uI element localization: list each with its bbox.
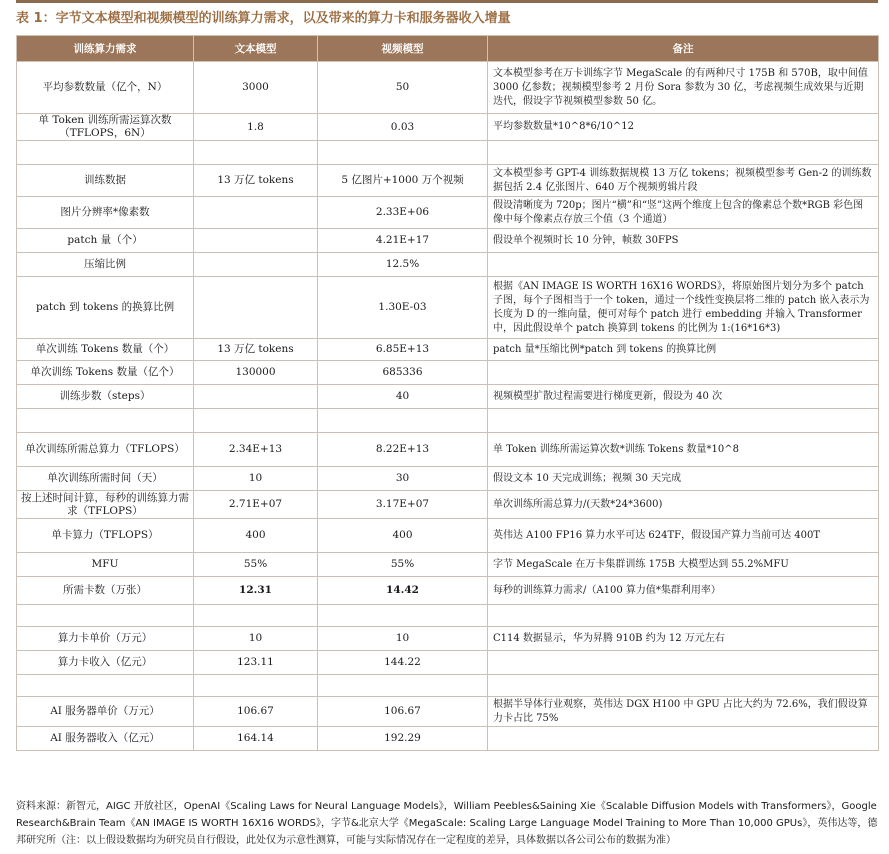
row-label: 单次训练 Tokens 数量（亿个） xyxy=(17,361,194,385)
row-note: 文本模型参考在万卡训练字节 MegaScale 的有两种尺寸 175B 和 570B，取中间值 3000 亿参数；视频模型参考 2 月份 Sora 参数为 30 亿，考虑视频生成效果与近期迭代，假设字节视频模型参数 50 亿。 xyxy=(488,62,879,114)
text-model-value: 164.14 xyxy=(194,727,318,751)
table-row xyxy=(17,62,879,114)
video-model-value xyxy=(318,605,488,627)
video-model-value: 685336 xyxy=(318,361,488,385)
row-note: 文本模型参考 GPT-4 训练数据规模 13 万亿 tokens；视频模型参考 Gen-2 的训练数据包括 2.4 亿张图片、640 万个视频剪辑片段 xyxy=(488,165,879,197)
table-row xyxy=(17,491,879,519)
row-note: 根据半导体行业观察，英伟达 DGX H100 中 GPU 占比大约为 72.6%，我们假设算力卡占比 75% xyxy=(488,697,879,727)
header-video-model: 视频模型 xyxy=(318,36,488,62)
row-note xyxy=(488,409,879,433)
top-rule xyxy=(16,0,878,3)
table-row xyxy=(17,277,879,339)
row-label: 压缩比例 xyxy=(17,253,194,277)
video-model-value: 40 xyxy=(318,385,488,409)
row-note: 视频模型扩散过程需要进行梯度更新，假设为 40 次 xyxy=(488,385,879,409)
text-model-value: 10 xyxy=(194,467,318,491)
video-model-value: 5 亿图片+1000 万个视频 xyxy=(318,165,488,197)
video-model-value xyxy=(318,409,488,433)
row-note: C114 数据显示，华为昇腾 910B 约为 12 万元左右 xyxy=(488,627,879,651)
text-model-value xyxy=(194,277,318,339)
row-label: 算力卡单价（万元） xyxy=(17,627,194,651)
row-label: 按上述时间计算，每秒的训练算力需求（TFLOPS） xyxy=(17,491,194,519)
video-model-value xyxy=(318,675,488,697)
video-model-value: 2.33E+06 xyxy=(318,197,488,229)
row-note xyxy=(488,675,879,697)
row-label: 算力卡收入（亿元） xyxy=(17,651,194,675)
table-row xyxy=(17,727,879,751)
table-row xyxy=(17,253,879,277)
table-row xyxy=(17,385,879,409)
video-model-value xyxy=(318,141,488,165)
row-label: AI 服务器收入（亿元） xyxy=(17,727,194,751)
text-model-value: 1.8 xyxy=(194,114,318,141)
table-title: 表 1：字节文本模型和视频模型的训练算力需求，以及带来的算力卡和服务器收入增量 xyxy=(16,11,511,26)
text-model-value xyxy=(194,385,318,409)
row-label: AI 服务器单价（万元） xyxy=(17,697,194,727)
video-model-value: 14.42 xyxy=(318,577,488,605)
table-row xyxy=(17,197,879,229)
row-label xyxy=(17,675,194,697)
row-note xyxy=(488,253,879,277)
text-model-value: 2.34E+13 xyxy=(194,433,318,467)
row-note: 每秒的训练算力需求/（A100 算力值*集群利用率） xyxy=(488,577,879,605)
text-model-value xyxy=(194,253,318,277)
video-model-value: 55% xyxy=(318,553,488,577)
text-model-value: 400 xyxy=(194,519,318,553)
table-row xyxy=(17,605,879,627)
video-model-value: 50 xyxy=(318,62,488,114)
table-row xyxy=(17,627,879,651)
text-model-value: 12.31 xyxy=(194,577,318,605)
video-model-value: 106.67 xyxy=(318,697,488,727)
row-label: 训练步数（steps） xyxy=(17,385,194,409)
video-model-value: 400 xyxy=(318,519,488,553)
text-model-value xyxy=(194,605,318,627)
row-note: 字节 MegaScale 在万卡集群训练 175B 大模型达到 55.2%MFU xyxy=(488,553,879,577)
row-note xyxy=(488,361,879,385)
table-row xyxy=(17,675,879,697)
text-model-value xyxy=(194,409,318,433)
video-model-value: 30 xyxy=(318,467,488,491)
row-note: 假设单个视频时长 10 分钟，帧数 30FPS xyxy=(488,229,879,253)
row-label: patch 到 tokens 的换算比例 xyxy=(17,277,194,339)
text-model-value: 13 万亿 tokens xyxy=(194,165,318,197)
table-row xyxy=(17,697,879,727)
video-model-value: 8.22E+13 xyxy=(318,433,488,467)
text-model-value: 130000 xyxy=(194,361,318,385)
row-label: 图片分辨率*像素数 xyxy=(17,197,194,229)
row-note: 根据《AN IMAGE IS WORTH 16X16 WORDS》，将原始图片划分为多个 patch 子图，每个子图相当于一个 token，通过一个线性变换层将二维的 patch 嵌入表示为长度为 D 的一维向量，便可对每个 patch 进行 embedding 并输入 Transformer 中，因此假设单个 patch 换算到 tokens 的比例为 1:(16*16*3) xyxy=(488,277,879,339)
table-body xyxy=(17,62,879,751)
row-label: 所需卡数（万张） xyxy=(17,577,194,605)
table-row xyxy=(17,229,879,253)
table-header-row xyxy=(17,36,879,62)
table-row xyxy=(17,361,879,385)
row-note xyxy=(488,651,879,675)
row-note: 平均参数数量*10^8*6/10^12 xyxy=(488,114,879,141)
row-label: 单卡算力（TFLOPS） xyxy=(17,519,194,553)
video-model-value: 0.03 xyxy=(318,114,488,141)
row-note xyxy=(488,727,879,751)
video-model-value: 6.85E+13 xyxy=(318,339,488,361)
table-row xyxy=(17,553,879,577)
header-requirement: 训练算力需求 xyxy=(17,36,194,62)
row-label xyxy=(17,605,194,627)
table-row xyxy=(17,467,879,491)
source-note: 资料来源：新智元，AIGC 开放社区，OpenAI《Scaling Laws for Neural Language Models》，William Peebles&Saining Xie《Scalable Diffusion Models with Transformers》，Google Research&Brain Team《AN IMAGE IS WORTH 16X16 WORDS》，字节&北京大学《MegaScale: Scaling Large Language Model Training to More Than 10,000 GPUs》，英伟达等，德邦研究所（注：以上假设数据均为研究员自行假设，此处仅为示意性测算，可能与实际情况存在一定程度的差异，具体数据以各公司公布的数据为准） xyxy=(16,801,878,846)
text-model-value xyxy=(194,675,318,697)
text-model-value: 123.11 xyxy=(194,651,318,675)
text-model-value: 55% xyxy=(194,553,318,577)
video-model-value: 144.22 xyxy=(318,651,488,675)
row-note: 单 Token 训练所需运算次数*训练 Tokens 数量*10^8 xyxy=(488,433,879,467)
text-model-value: 2.71E+07 xyxy=(194,491,318,519)
video-model-value: 3.17E+07 xyxy=(318,491,488,519)
table-row xyxy=(17,651,879,675)
row-note xyxy=(488,141,879,165)
header-notes: 备注 xyxy=(488,36,879,62)
table-row xyxy=(17,165,879,197)
text-model-value: 10 xyxy=(194,627,318,651)
row-label: patch 量（个） xyxy=(17,229,194,253)
row-note: 假设文本 10 天完成训练；视频 30 天完成 xyxy=(488,467,879,491)
table-row xyxy=(17,577,879,605)
row-note: patch 量*压缩比例*patch 到 tokens 的换算比例 xyxy=(488,339,879,361)
table-row xyxy=(17,433,879,467)
text-model-value xyxy=(194,197,318,229)
row-note xyxy=(488,605,879,627)
text-model-value xyxy=(194,141,318,165)
compute-demand-table xyxy=(16,35,879,751)
row-label: 单次训练所需时间（天） xyxy=(17,467,194,491)
video-model-value: 12.5% xyxy=(318,253,488,277)
text-model-value: 106.67 xyxy=(194,697,318,727)
row-label: MFU xyxy=(17,553,194,577)
row-label: 单次训练 Tokens 数量（个） xyxy=(17,339,194,361)
row-note: 单次训练所需总算力/(天数*24*3600) xyxy=(488,491,879,519)
header-text-model: 文本模型 xyxy=(194,36,318,62)
video-model-value: 192.29 xyxy=(318,727,488,751)
row-label xyxy=(17,141,194,165)
table-row xyxy=(17,141,879,165)
table-row xyxy=(17,519,879,553)
table-row xyxy=(17,114,879,141)
text-model-value xyxy=(194,229,318,253)
table-row xyxy=(17,409,879,433)
video-model-value: 10 xyxy=(318,627,488,651)
row-label xyxy=(17,409,194,433)
row-label: 单次训练所需总算力（TFLOPS） xyxy=(17,433,194,467)
table-row xyxy=(17,339,879,361)
row-label: 平均参数数量（亿个，N） xyxy=(17,62,194,114)
row-label: 单 Token 训练所需运算次数（TFLOPS，6N） xyxy=(17,114,194,141)
row-note: 英伟达 A100 FP16 算力水平可达 624TF，假设国产算力当前可达 400T xyxy=(488,519,879,553)
video-model-value: 1.30E-03 xyxy=(318,277,488,339)
text-model-value: 13 万亿 tokens xyxy=(194,339,318,361)
row-note: 假设清晰度为 720p；图片“横”和“竖”这两个维度上包含的像素总个数*RGB 彩色图像中每个像素点存放三个值（3 个通道） xyxy=(488,197,879,229)
row-label: 训练数据 xyxy=(17,165,194,197)
text-model-value: 3000 xyxy=(194,62,318,114)
video-model-value: 4.21E+17 xyxy=(318,229,488,253)
